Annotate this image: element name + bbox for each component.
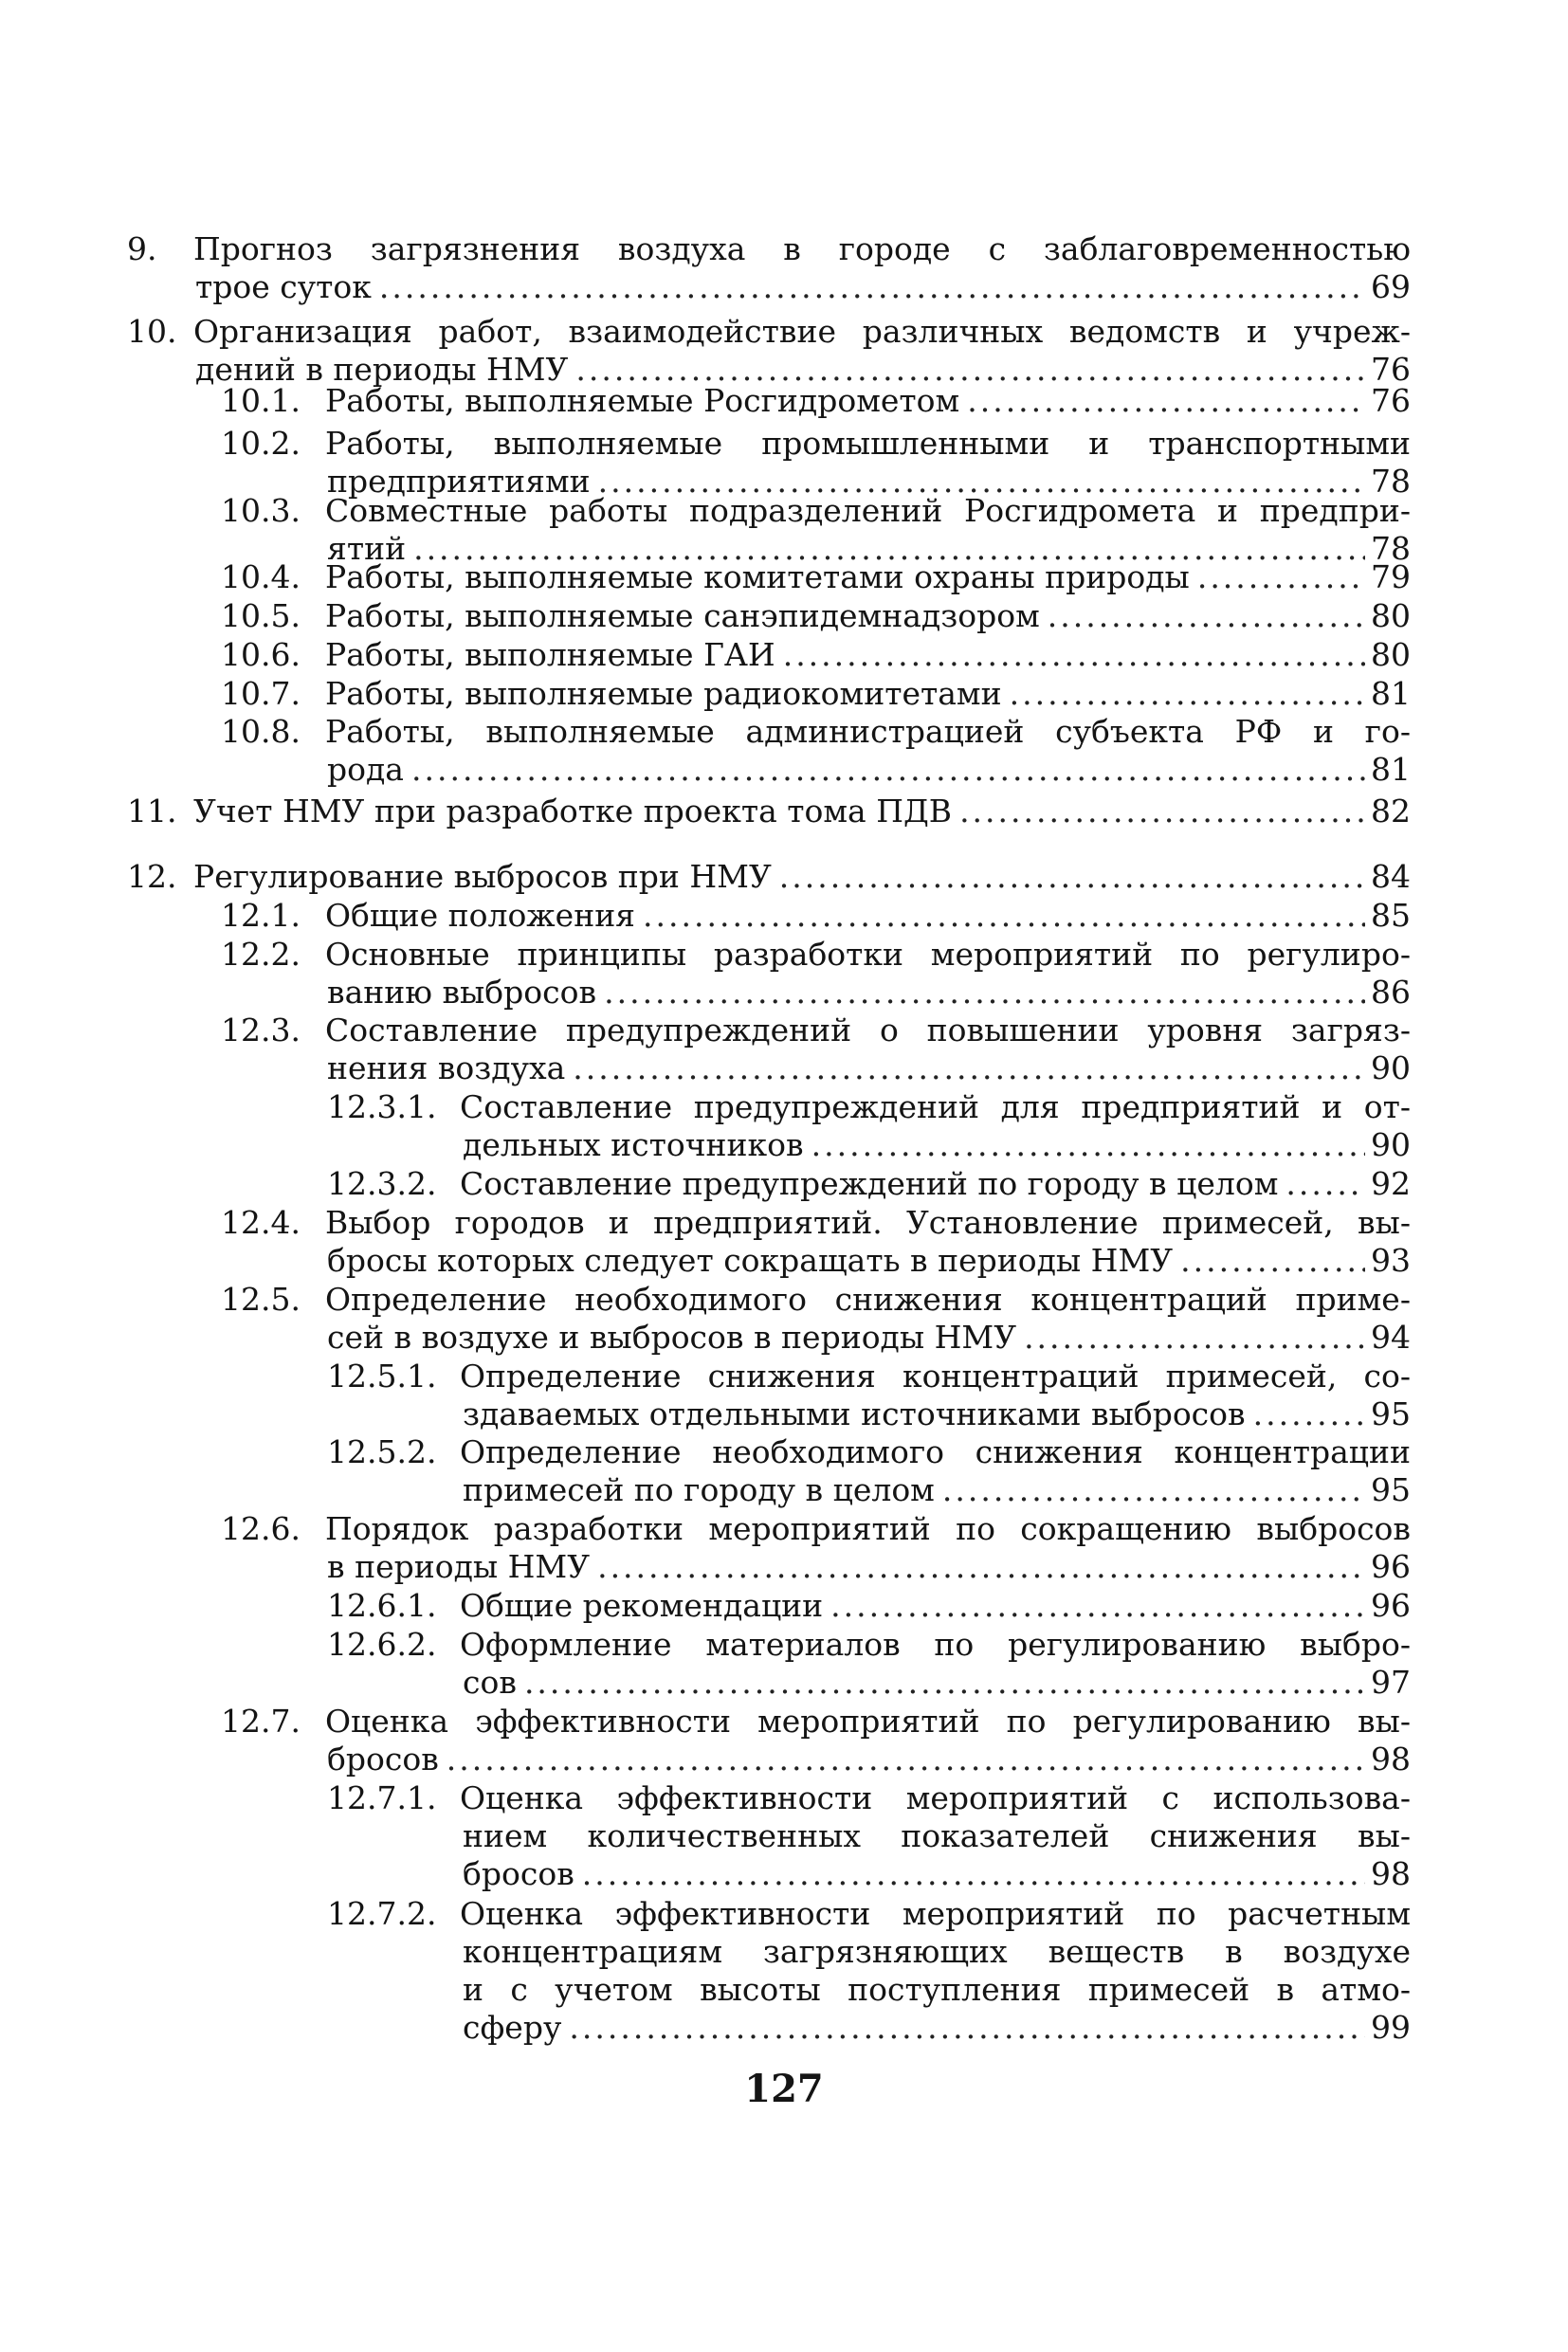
toc-entry-number: 9. <box>127 230 157 267</box>
toc-entry-title: Порядок разработки мероприятий по сокращению выбросов <box>325 1510 1411 1547</box>
dot-leader <box>1016 1319 1365 1357</box>
toc-entry-number: 10.8. <box>221 713 301 750</box>
toc-entry-title: Учет НМУ при разработке проекта тома ПДВ <box>193 793 953 830</box>
toc-entry-title: дений в периоды НМУ <box>195 351 569 388</box>
toc-entry-line-last <box>327 1242 1411 1280</box>
toc-entry-line <box>221 1204 1411 1242</box>
toc-entry-title: Составление предупреждений о повышении уровня загряз- <box>325 1012 1411 1048</box>
toc-entry-page: 78 <box>1371 530 1411 567</box>
toc-entry-line-last <box>463 2009 1411 2047</box>
toc-entry-page: 78 <box>1371 463 1411 500</box>
toc-entry-title: Организация работ, взаимодействие различных ведомств и учреж- <box>193 313 1411 350</box>
toc-entry-page: 94 <box>1371 1319 1411 1356</box>
toc-entry-title: сей в воздухе и выбросов в периоды НМУ <box>327 1319 1017 1356</box>
toc-entry-title: Работы, выполняемые санэпидемнадзором <box>325 597 1040 634</box>
toc-entry-page: 99 <box>1371 2009 1411 2046</box>
dot-leader <box>823 1587 1365 1625</box>
toc-entry-title: предприятиями <box>327 463 591 500</box>
toc-entry-page: 92 <box>1371 1165 1411 1202</box>
toc-entry-number: 10.4. <box>221 558 301 595</box>
toc-entry-page: 76 <box>1371 382 1411 419</box>
toc-entry-title: сов <box>463 1664 517 1701</box>
toc-entry-line <box>221 936 1411 974</box>
dot-leader <box>404 751 1365 789</box>
toc-entry-line-last <box>195 268 1411 306</box>
toc-entry-title: бросы которых следует сокращать в периоды НМУ <box>327 1242 1174 1279</box>
toc-entry-title: Работы, выполняемые администрацией субъекта РФ и го- <box>325 713 1411 750</box>
toc-entry-title: Работы, выполняемые промышленными и транспортными <box>325 425 1411 462</box>
toc-entry-line-last <box>327 1319 1411 1357</box>
toc-entry-page: 80 <box>1371 597 1411 634</box>
toc-entry-title: Оценка эффективности мероприятий с использова- <box>460 1779 1411 1816</box>
toc-entry-number: 12.5.1. <box>327 1358 437 1395</box>
dot-leader <box>590 1548 1365 1586</box>
toc-entry-title: Определение необходимого снижения концентрации <box>460 1433 1411 1470</box>
toc-entry-page: 86 <box>1371 974 1411 1011</box>
dot-leader <box>1002 675 1365 713</box>
toc-entry-number: 12.3.2. <box>327 1165 437 1202</box>
toc-entry-number: 12.5.2. <box>327 1433 437 1470</box>
toc-entry-line <box>327 1779 1411 1817</box>
toc-entry-line <box>463 1933 1411 1971</box>
dot-leader <box>565 1049 1365 1087</box>
toc-entry-title: Работы, выполняемые ГАИ <box>325 636 775 673</box>
dot-leader <box>561 2009 1365 2047</box>
dot-leader <box>935 1471 1365 1509</box>
toc-entry-page: 82 <box>1371 793 1411 830</box>
toc-entry-line <box>463 1971 1411 2009</box>
toc-entry-number: 12.7.1. <box>327 1779 437 1816</box>
toc-entry-line-last <box>221 675 1411 713</box>
toc-entry-title: дельных источников <box>463 1126 804 1163</box>
toc-entry-title: Составление предупреждений по городу в целом <box>460 1165 1279 1202</box>
dot-leader <box>372 268 1365 306</box>
toc-entry-page: 80 <box>1371 636 1411 673</box>
toc-entry-line-last <box>221 897 1411 935</box>
toc-entry-line-last <box>221 382 1411 420</box>
toc-entry-number: 12.7. <box>221 1703 301 1740</box>
toc-entry-title: ванию выбросов <box>327 974 597 1011</box>
toc-entry-line-last <box>327 974 1411 1012</box>
toc-entry-line-last <box>463 1471 1411 1509</box>
toc-entry-page: 96 <box>1371 1548 1411 1585</box>
toc-entry-page: 93 <box>1371 1242 1411 1279</box>
toc-entry-number: 10.1. <box>221 382 301 419</box>
toc-entry-page: 84 <box>1371 858 1411 895</box>
toc-entry-line-last <box>221 558 1411 596</box>
dot-leader <box>1246 1395 1365 1433</box>
toc-entry-title: и с учетом высоты поступления примесей в атмо- <box>463 1971 1411 2008</box>
toc-entry-page: 90 <box>1371 1049 1411 1086</box>
toc-entry-line <box>221 492 1411 530</box>
dot-leader <box>439 1741 1365 1778</box>
toc-entry-line <box>127 230 1411 268</box>
toc-entry-page: 81 <box>1371 675 1411 712</box>
toc-entry-line <box>221 1281 1411 1319</box>
toc-entry-title: рода <box>327 751 404 788</box>
toc-entry-line-last <box>221 636 1411 674</box>
toc-entry-page: 97 <box>1371 1664 1411 1701</box>
dot-leader <box>959 382 1365 420</box>
toc-entry-title: Работы, выполняемые радиокомитетами <box>325 675 1002 712</box>
toc-entry-page: 96 <box>1371 1587 1411 1624</box>
toc-entry-number: 11. <box>127 793 177 830</box>
toc-entry-line-last <box>327 1741 1411 1778</box>
toc-entry-line-last <box>127 793 1411 830</box>
dot-leader <box>952 793 1365 830</box>
toc-entry-title: Совместные работы подразделений Росгидромета и предпри- <box>325 492 1411 529</box>
toc-entry-title: Оформление материалов по регулированию выбро- <box>460 1626 1411 1663</box>
toc-entry-title: Общие рекомендации <box>460 1587 824 1624</box>
toc-entry-number: 10. <box>127 313 177 350</box>
toc-entry-title: Выбор городов и предприятий. Установление примесей, вы- <box>325 1204 1411 1241</box>
toc-entry-number: 10.5. <box>221 597 301 634</box>
toc-entry-line-last <box>463 1126 1411 1164</box>
dot-leader <box>1278 1165 1365 1203</box>
toc-entry-number: 12.6. <box>221 1510 301 1547</box>
toc-entry-page: 76 <box>1371 351 1411 388</box>
toc-entry-line-last <box>327 751 1411 789</box>
toc-entry-line <box>221 425 1411 463</box>
toc-entry-line <box>127 313 1411 351</box>
toc-entry-number: 10.3. <box>221 492 301 529</box>
toc-entry-line-last <box>327 1049 1411 1087</box>
toc-entry-number: 12.1. <box>221 897 301 934</box>
toc-entry-title: Регулирование выбросов при НМУ <box>193 858 772 895</box>
toc-entry-line-last <box>127 858 1411 896</box>
toc-entry-line <box>327 1433 1411 1471</box>
toc-entry-line <box>221 1510 1411 1548</box>
toc-entry-title: сферу <box>463 2009 562 2046</box>
toc-entry-page: 98 <box>1371 1855 1411 1892</box>
toc-entry-number: 12.7.2. <box>327 1895 437 1932</box>
toc-entry-title: Прогноз загрязнения воздуха в городе с заблаговременностью <box>193 230 1411 267</box>
dot-leader <box>775 636 1365 674</box>
toc-entry-number: 10.6. <box>221 636 301 673</box>
toc-entry-number: 12.3.1. <box>327 1088 437 1125</box>
toc-entry-line <box>221 1703 1411 1741</box>
toc-entry-line-last <box>327 1165 1411 1203</box>
dot-leader <box>1173 1242 1365 1280</box>
toc-entry-title: Работы, выполняемые комитетами охраны природы <box>325 558 1190 595</box>
toc-entry-number: 12.6.2. <box>327 1626 437 1663</box>
toc-entry-number: 12.2. <box>221 936 301 973</box>
dot-leader <box>1190 558 1365 596</box>
toc-entry-title: нием количественных показателей снижения вы- <box>463 1817 1411 1854</box>
toc-entry-line-last <box>463 1395 1411 1433</box>
toc-entry-line <box>221 1012 1411 1049</box>
toc-entry-page: 79 <box>1371 558 1411 595</box>
toc-entry-number: 12.5. <box>221 1281 301 1318</box>
toc-entry-title: Оценка эффективности мероприятий по регулированию вы- <box>325 1703 1411 1740</box>
dot-leader <box>574 1855 1365 1893</box>
toc-entry-line <box>327 1088 1411 1126</box>
toc-entry-page: 95 <box>1371 1395 1411 1432</box>
toc-entry-number: 12. <box>127 858 177 895</box>
toc-entry-page: 95 <box>1371 1471 1411 1508</box>
toc-entry-page: 69 <box>1371 268 1411 305</box>
dot-leader <box>635 897 1365 935</box>
toc-entry-title: Определение необходимого снижения концентраций приме- <box>325 1281 1411 1318</box>
page-number: 127 <box>744 2067 824 2111</box>
toc-entry-line-last <box>463 1855 1411 1893</box>
toc-entry-number: 10.7. <box>221 675 301 712</box>
toc-entry-page: 98 <box>1371 1741 1411 1778</box>
toc-entry-title: нения воздуха <box>327 1049 566 1086</box>
toc-entry-title: здаваемых отдельными источниками выбросов <box>463 1395 1246 1432</box>
toc-entry-page: 85 <box>1371 897 1411 934</box>
toc-entry-line-last <box>463 1664 1411 1702</box>
toc-entry-line-last <box>327 1548 1411 1586</box>
toc-entry-number: 12.4. <box>221 1204 301 1241</box>
dot-leader <box>1040 597 1365 635</box>
toc-entry-title: бросов <box>327 1741 439 1778</box>
toc-entry-title: Основные принципы разработки мероприятий по регулиро- <box>325 936 1411 973</box>
toc-entry-title: концентрациям загрязняющих веществ в воздухе <box>463 1933 1411 1970</box>
toc-entry-number: 10.2. <box>221 425 301 462</box>
toc-entry-line <box>463 1817 1411 1855</box>
toc-entry-title: в периоды НМУ <box>327 1548 591 1585</box>
dot-leader <box>596 974 1365 1012</box>
dot-leader <box>804 1126 1365 1164</box>
toc-entry-title: Составление предупреждений для предприятий и от- <box>460 1088 1411 1125</box>
toc-entry-page: 81 <box>1371 751 1411 788</box>
toc-entry-page: 90 <box>1371 1126 1411 1163</box>
dot-leader <box>517 1664 1365 1702</box>
toc-entry-number: 12.3. <box>221 1012 301 1048</box>
toc-entry-title: Общие положения <box>325 897 636 934</box>
toc-entry-title: Работы, выполняемые Росгидрометом <box>325 382 960 419</box>
toc-entry-line-last <box>327 1587 1411 1625</box>
toc-entry-title: примесей по городу в целом <box>463 1471 935 1508</box>
toc-entry-title: Определение снижения концентраций примесей, со- <box>460 1358 1411 1395</box>
toc-entry-line <box>327 1626 1411 1664</box>
toc-entry-title: Оценка эффективности мероприятий по расчетным <box>460 1895 1411 1932</box>
toc-entry-line <box>221 713 1411 751</box>
toc-entry-title: трое суток <box>195 268 372 305</box>
toc-entry-title: бросов <box>463 1855 574 1892</box>
toc-entry-number: 12.6.1. <box>327 1587 437 1624</box>
toc-entry-title: ятий <box>327 530 407 567</box>
toc-entry-line <box>327 1358 1411 1395</box>
dot-leader <box>772 858 1365 896</box>
toc-entry-line <box>327 1895 1411 1933</box>
toc-entry-line-last <box>221 597 1411 635</box>
